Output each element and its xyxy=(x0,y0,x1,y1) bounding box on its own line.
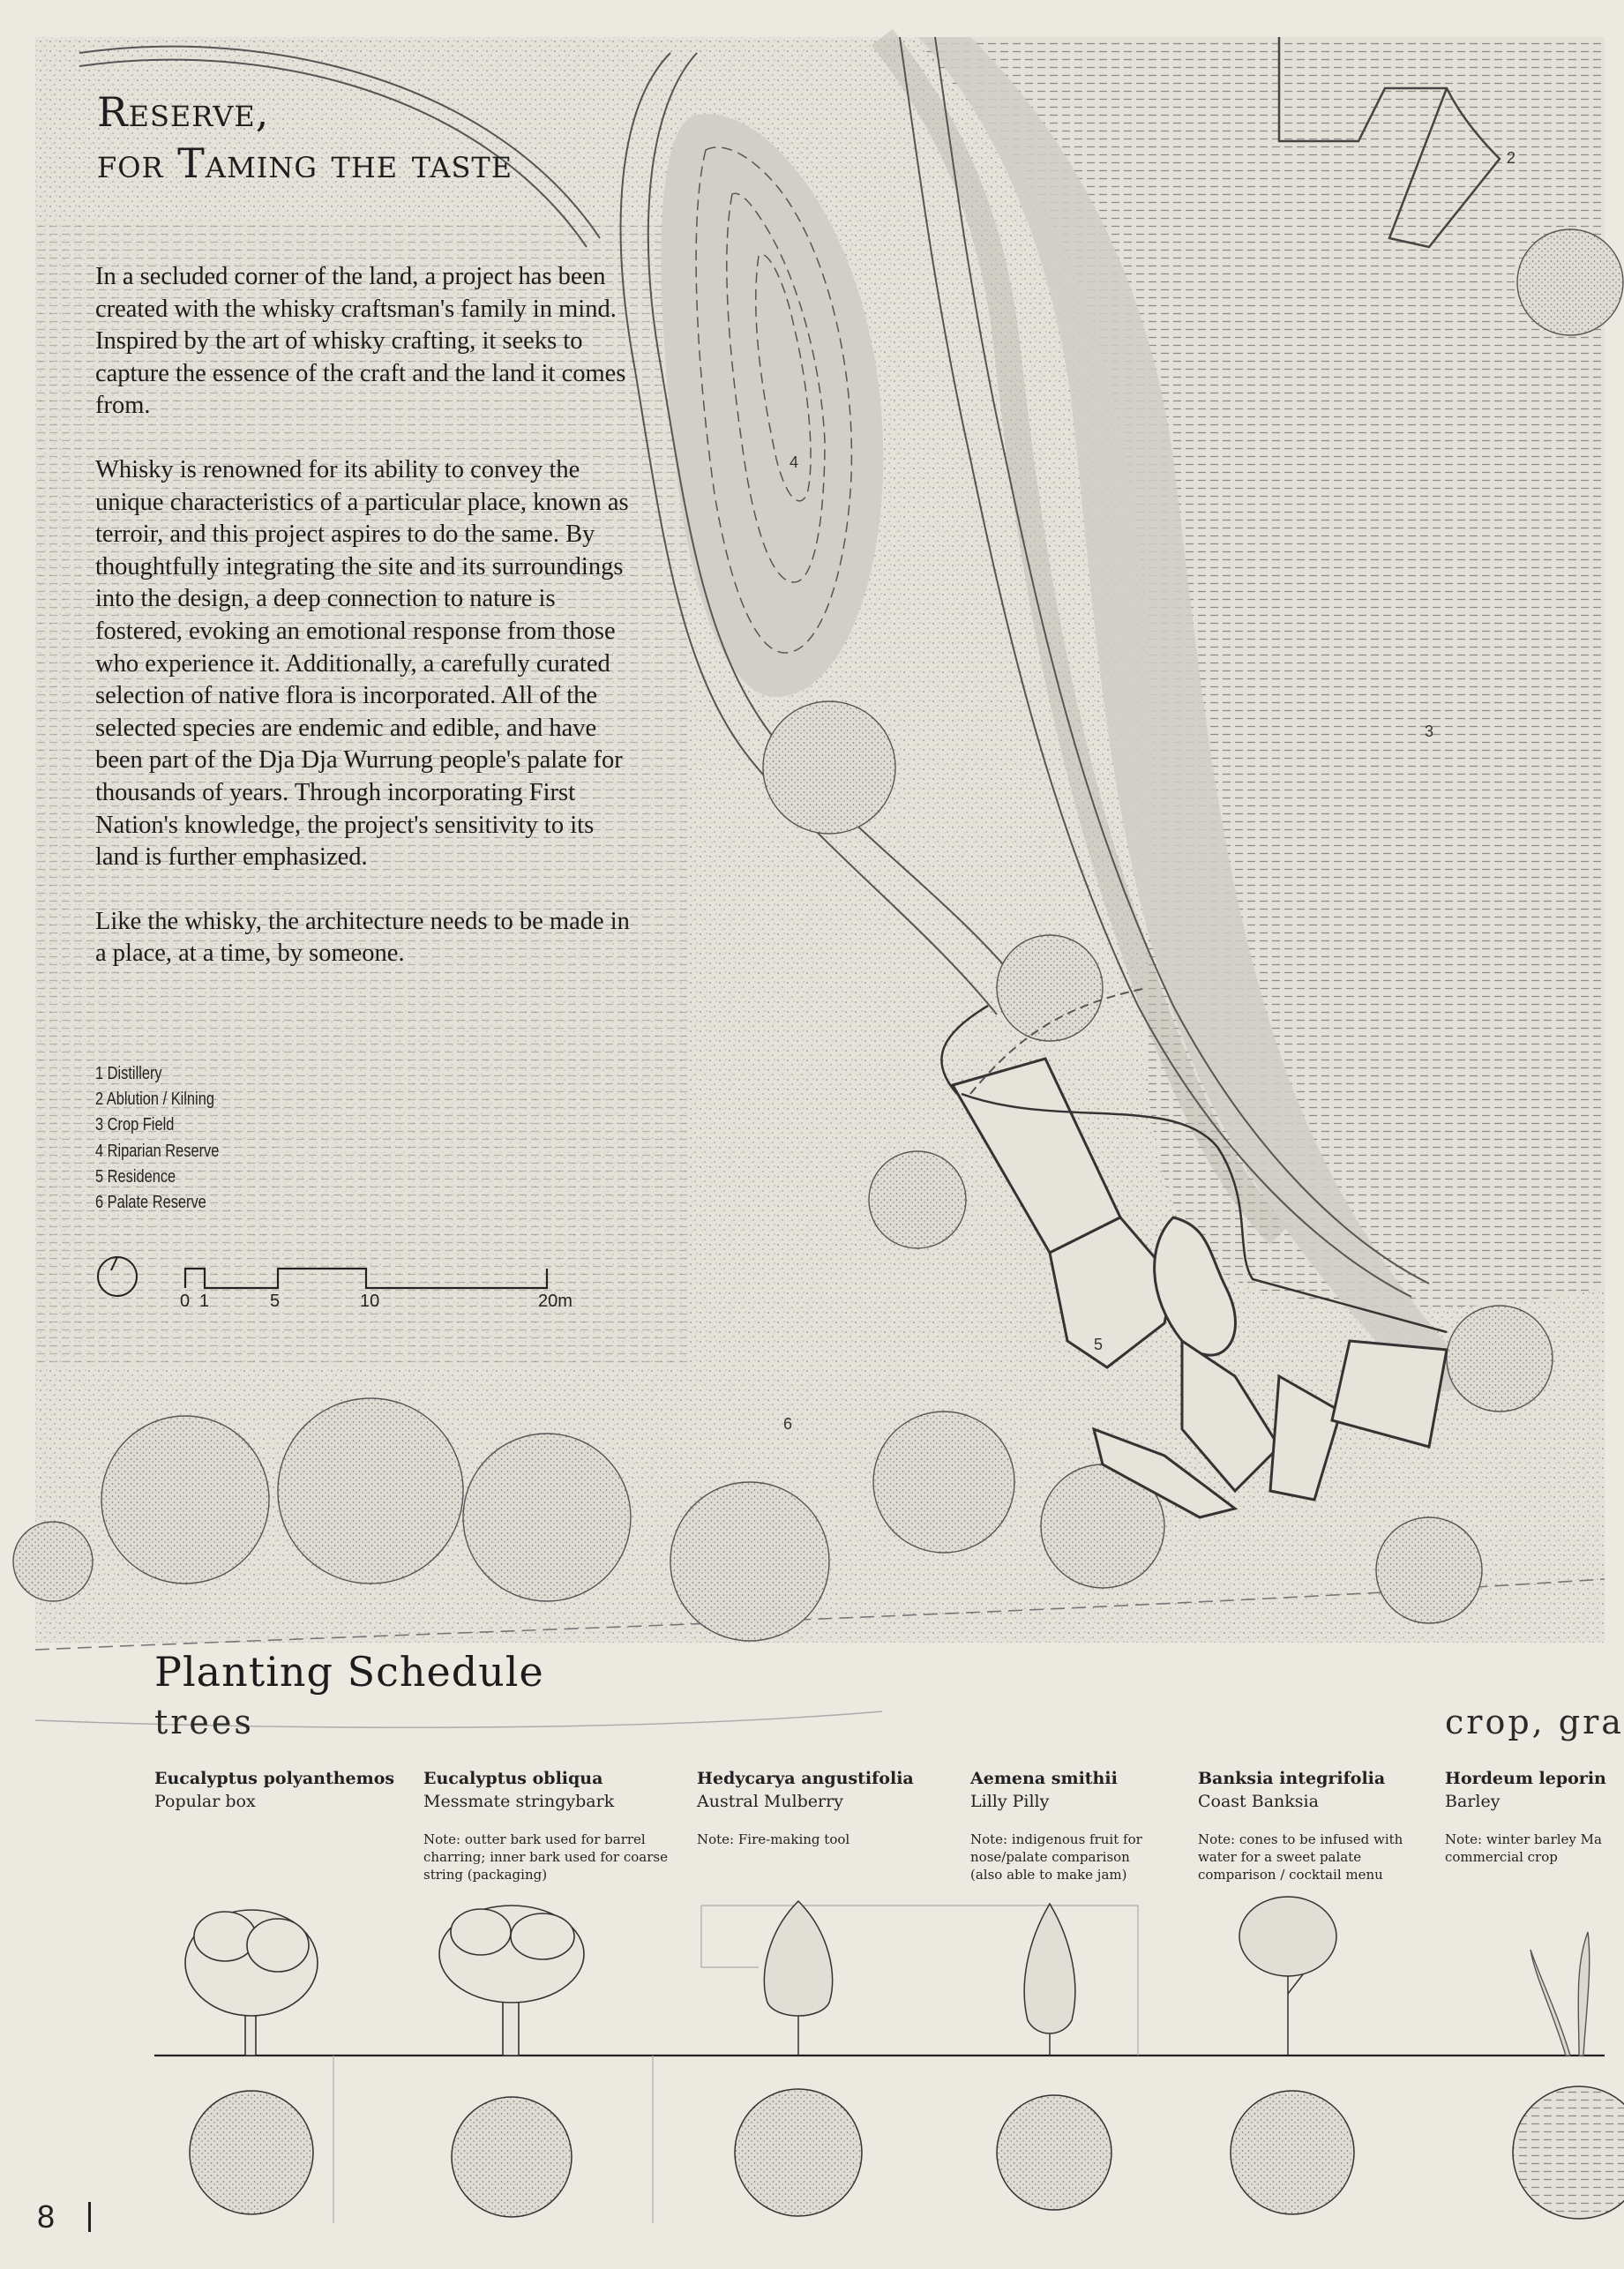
species-aemena-smithii xyxy=(970,1769,1235,1883)
plan-tree-3 xyxy=(735,2089,862,2216)
plan-label-5: 5 xyxy=(1094,1336,1104,1353)
elevation-eucalyptus-polyanthemos xyxy=(185,1910,318,2056)
plan-tree-2 xyxy=(452,2097,572,2217)
intro-paragraph-3: Like the whisky, the architecture needs to be made in a place, at a time, by someone. xyxy=(95,907,630,968)
page-number-divider xyxy=(88,2202,91,2232)
legend-item-ablution: 2 Ablution / Kilning xyxy=(95,1090,214,1110)
elevation-hordeum-barley xyxy=(1530,1932,1590,2056)
elevation-hedycarya-angustifolia xyxy=(764,1901,832,2056)
page-number: 8 xyxy=(37,2198,56,2235)
plan-label-2: 2 xyxy=(1507,149,1516,167)
category-trees: trees xyxy=(154,1703,254,1741)
legend-item-riparian-reserve: 4 Riparian Reserve xyxy=(95,1141,220,1161)
species-note: Note: indigenous fruit for nose/palate comparison (also able to make jam) xyxy=(970,1831,1142,1883)
elevation-eucalyptus-obliqua xyxy=(439,1906,584,2056)
plan-label-4: 4 xyxy=(790,453,799,471)
species-note: Note: winter barley Ma commercial crop xyxy=(1445,1831,1602,1865)
legend-item-distillery: 1 Distillery xyxy=(95,1064,162,1083)
species-common-name: Austral Mulberry xyxy=(697,1792,843,1811)
species-common-name: Coast Banksia xyxy=(1198,1792,1319,1811)
species-botanical-name: Banksia integrifolia xyxy=(1198,1769,1386,1788)
plan-label-3: 3 xyxy=(1425,723,1434,740)
species-common-name: Popular box xyxy=(154,1792,256,1811)
legend-item-crop-field: 3 Crop Field xyxy=(95,1115,175,1135)
plan-label-6: 6 xyxy=(783,1415,793,1433)
page-title xyxy=(97,86,662,189)
legend-item-residence: 5 Residence xyxy=(95,1166,176,1187)
species-eucalyptus-obliqua xyxy=(423,1769,688,1883)
elevation-banksia-integrifolia xyxy=(1239,1897,1336,2056)
plan-tree-4 xyxy=(997,2095,1111,2210)
scale-label-5: 5 xyxy=(270,1292,281,1311)
scale-label-10: 10 xyxy=(360,1292,380,1311)
species-hordeum-leporin xyxy=(1445,1769,1605,1866)
species-botanical-name: Eucalyptus polyanthemos xyxy=(154,1769,395,1788)
species-note: Note: outter bark used for barrel charring; inner bark used for coarse string (packaging) xyxy=(423,1831,668,1883)
scale-label-20m: 20m xyxy=(538,1292,573,1311)
species-banksia-integrifolia xyxy=(1198,1769,1463,1883)
title-line-2: for Taming the taste xyxy=(97,139,513,187)
species-botanical-name: Aemena smithii xyxy=(970,1769,1118,1788)
plan-legend xyxy=(95,1061,298,1216)
scale-label-1: 1 xyxy=(199,1292,210,1311)
species-common-name: Messmate stringybark xyxy=(423,1792,615,1811)
species-note: Note: cones to be infused with water for a sweet palate comparison / cocktail menu xyxy=(1198,1831,1403,1883)
species-hedycarya-angustifolia xyxy=(697,1769,962,1848)
species-note: Note: Fire-making tool xyxy=(697,1831,850,1847)
species-common-name: Lilly Pilly xyxy=(970,1792,1050,1811)
species-botanical-name: Eucalyptus obliqua xyxy=(423,1769,603,1788)
plan-tree-5 xyxy=(1231,2091,1354,2214)
scale-label-0: 0 xyxy=(180,1292,191,1311)
elevation-aemena-smithii xyxy=(1024,1904,1075,2056)
plan-tree-1 xyxy=(190,2091,313,2214)
species-common-name: Barley xyxy=(1445,1792,1501,1811)
species-eucalyptus-polyanthemos xyxy=(154,1769,419,1811)
intro-text xyxy=(95,261,642,1002)
title-line-1: Reserve, xyxy=(97,88,270,136)
species-botanical-name: Hordeum leporin xyxy=(1445,1769,1606,1788)
intro-paragraph-2: Whisky is renowned for its ability to convey the unique characteristics of a particular place, known as terroir, and this project aspires to do the same. By thoughtfully integrating the site and its surroundings into the design, a deep connection to nature is fostered, evoking an emotional response from those who experience it. Additionally, a carefully curated selection of native flora is incorporated. All of the selected species are endemic and edible, and have been part of the Dja Dja Wurrung people's palate for thousands of years. Through incorporating First Nation's knowledge, the project's sensitivity to its land is further emphasized. xyxy=(95,455,629,872)
intro-paragraph-1: In a secluded corner of the land, a project has been created with the whisky craftsman's family in mind. Inspired by the art of whisky crafting, it seeks to capture the essence of the craft and the land it comes from. xyxy=(95,263,626,420)
category-crop: crop, gra xyxy=(1445,1703,1624,1741)
plan-crop xyxy=(1513,2086,1624,2219)
legend-item-palate-reserve: 6 Palate Reserve xyxy=(95,1193,206,1213)
planting-schedule-title: Planting Schedule xyxy=(154,1648,544,1696)
species-botanical-name: Hedycarya angustifolia xyxy=(697,1769,914,1788)
